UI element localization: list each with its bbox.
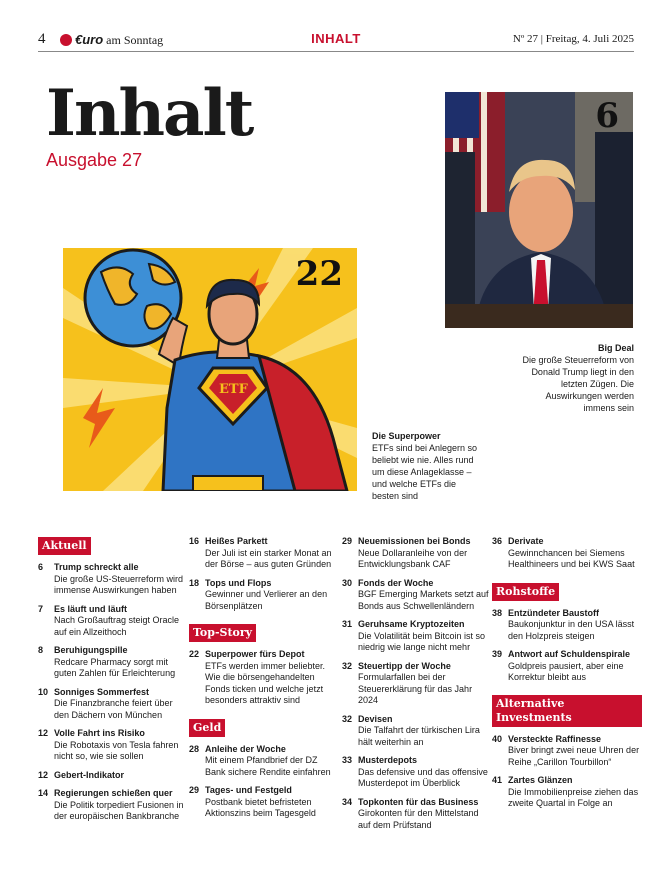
toc-title: Fonds der Woche [358, 577, 434, 588]
toc-text: Mit einem Pfandbrief der DZ Bank sichere Rendite einfahren [205, 755, 331, 777]
toc-text: Die Politik torpediert Fusionen in der europäischen Bankbranche [54, 799, 184, 821]
toc-title: Gebert-Indikator [54, 769, 125, 780]
toc-text: Die Robotaxis von Tesla fahren nicht so, wie sie sollen [54, 739, 179, 761]
issue-subtitle: Ausgabe 27 [46, 150, 143, 170]
toc-page: 8 [38, 645, 44, 655]
toc-page: 38 [492, 607, 503, 618]
toc-title: Es läuft und läuft [54, 603, 127, 614]
feature-caption-hero [372, 430, 482, 502]
toc-page: 32 [342, 713, 353, 724]
toc-entry[interactable] [342, 536, 492, 571]
toc-entry[interactable] [342, 619, 492, 654]
toc-page: 22 [189, 649, 200, 659]
toc-text: Girokonten für den Mittelstand auf dem Prüfstand [358, 808, 479, 830]
toc-page: 12 [38, 769, 49, 780]
toc-entry[interactable] [342, 755, 492, 790]
toc-page: 6 [38, 562, 44, 572]
toc-text: Neue Dollaranleihe von der Entwicklungsbank CAF [358, 547, 468, 569]
toc-title: Superpower fürs Depot [205, 649, 305, 659]
toc-page: 29 [342, 536, 353, 546]
toc-text: Goldpreis pausiert, aber eine Korrektur bleibt aus [508, 660, 624, 682]
toc-text: Der Juli ist ein starker Monat an der Börse – aus guten Gründen [205, 547, 332, 569]
toc-entry[interactable] [492, 536, 642, 571]
toc-column-1 [38, 536, 188, 830]
toc-text: Gewinner und Verlierer an den Börsenplätzen [205, 589, 328, 611]
toc-text: Redcare Pharmacy sorgt mit guten Zahlen für Erleichterung [54, 656, 176, 678]
feature-photo-trump[interactable] [445, 92, 633, 328]
toc-page: 31 [342, 619, 353, 629]
page-number: 4 [38, 31, 46, 47]
issue-info: Nº 27 | Freitag, 4. Juli 2025 [512, 33, 634, 45]
feature-caption-trump [520, 342, 634, 414]
toc-page: 40 [492, 733, 503, 744]
toc-title: Steuertipp der Woche [358, 660, 451, 671]
toc-entry[interactable] [38, 645, 188, 680]
toc-title: Tages- und Festgeld [205, 785, 292, 795]
toc-column-4 [492, 536, 642, 817]
toc-page: 33 [342, 755, 353, 765]
toc-entry[interactable] [492, 649, 642, 684]
toc-title: Sonniges Sommerfest [54, 686, 150, 697]
toc-title: Zartes Glänzen [508, 775, 573, 785]
toc-entry[interactable] [38, 687, 188, 722]
toc-page: 7 [38, 603, 44, 614]
toc-title: Derivate [508, 536, 544, 546]
toc-text: Biver bringt zwei neue Uhren der Reihe „Carillon Tourbillon“ [508, 745, 640, 767]
section-header-top-story: Top-Story [189, 624, 256, 642]
toc-title: Geruhsame Kryptozeiten [358, 619, 465, 629]
toc-page: 29 [189, 785, 200, 795]
toc-page: 36 [492, 536, 503, 546]
toc-entry[interactable] [342, 578, 492, 613]
toc-title: Beruhigungspille [54, 645, 128, 655]
toc-column-2 [189, 536, 339, 827]
toc-entry[interactable] [189, 649, 339, 707]
toc-entry[interactable] [342, 714, 492, 749]
toc-title: Anleihe der Woche [205, 743, 286, 754]
section-header-alternative-investments: Alternative Investments [492, 695, 642, 727]
toc-title: Heißes Parkett [205, 536, 268, 546]
toc-entry[interactable] [492, 608, 642, 643]
toc-title: Entzündeter Baustoff [508, 607, 599, 618]
toc-text: ETFs werden immer beliebter. Wie die börsengehandelten Fonds ticken und welche jetzt besonders attraktiv sind [205, 660, 326, 705]
section-header-aktuell: Aktuell [38, 537, 91, 555]
toc-page: 16 [189, 536, 200, 546]
toc-entry[interactable] [342, 661, 492, 707]
toc-title: Devisen [358, 713, 393, 724]
toc-text: Die Volatilität beim Bitcoin ist so niedrig wie lange nicht mehr [358, 630, 486, 652]
toc-page: 34 [342, 796, 353, 807]
toc-entry[interactable] [189, 785, 339, 820]
feature-page-number: 22 [295, 254, 343, 294]
etf-emblem-text: ETF [219, 382, 248, 397]
toc-entry[interactable] [38, 770, 188, 782]
toc-page: 32 [342, 660, 353, 671]
toc-title: Regierungen schießen quer [54, 788, 173, 798]
toc-page: 10 [38, 686, 49, 697]
toc-page: 12 [38, 728, 49, 738]
toc-page: 28 [189, 743, 200, 754]
toc-text: Die Talfahrt der türkischen Lira hält weiterhin an [358, 725, 480, 747]
caption-title: Die Superpower [372, 431, 441, 441]
logo-word: €uro [75, 32, 104, 47]
toc-text: Die Finanzbranche feiert über den Dächern von München [54, 698, 173, 720]
toc-title: Tops und Flops [205, 577, 272, 588]
section-header-geld: Geld [189, 719, 225, 737]
toc-page: 30 [342, 577, 353, 588]
toc-text: Postbank bietet befristeten Aktionszins beim Tagesgeld [205, 796, 316, 818]
page-header [38, 30, 634, 52]
toc-title: Neuemissionen bei Bonds [358, 536, 471, 546]
toc-entry[interactable] [492, 775, 642, 810]
page-title: Inhalt [46, 76, 253, 151]
toc-text: Gewinnchancen bei Siemens Healthineers und bei KWS Saat [508, 547, 635, 569]
toc-text: Die Immobilienpreise ziehen das zweite Quartal in Folge an [508, 786, 639, 808]
toc-page: 18 [189, 577, 200, 588]
toc-entry[interactable] [189, 578, 339, 613]
caption-text: ETFs sind bei Anlegern so beliebt wie nie. Alles rund um diese Anlageklasse – und welche ETFs die besten sind [372, 443, 478, 501]
toc-column-3 [342, 536, 492, 838]
toc-title: Versteckte Raffinesse [508, 733, 602, 744]
toc-entry[interactable] [342, 797, 492, 832]
toc-text: Nach Großauftrag steigt Oracle auf ein Allzeithoch [54, 615, 180, 637]
toc-title: Trump schreckt alle [54, 562, 139, 572]
section-header-rohstoffe: Rohstoffe [492, 583, 559, 601]
toc-text: Die große US-Steuerreform wird immense Auswirkungen haben [54, 573, 184, 595]
toc-text: Das defensive und das offensive Musterdepot im Überblick [358, 766, 488, 788]
toc-entry[interactable] [492, 734, 642, 769]
toc-text: BGF Emerging Markets setzt auf Bonds aus Schwellenländern [358, 589, 489, 611]
toc-title: Musterdepots [358, 755, 418, 765]
toc-entry[interactable] [189, 744, 339, 779]
toc-page: 14 [38, 788, 49, 798]
toc-text: Formularfallen bei der Steuererklärung für das Jahr 2024 [358, 672, 473, 705]
caption-title: Big Deal [597, 343, 634, 353]
toc-page: 39 [492, 649, 503, 659]
toc-text: Baukonjunktur in den USA lässt den Holzpreis steigen [508, 619, 635, 641]
toc-entry[interactable] [38, 562, 188, 597]
feature-illustration-superhero[interactable] [63, 248, 357, 491]
toc-title: Volle Fahrt ins Risiko [54, 728, 145, 738]
feature-page-number: 6 [595, 96, 619, 136]
toc-entry[interactable] [38, 604, 188, 639]
toc-entry[interactable] [38, 728, 188, 763]
toc-entry[interactable] [189, 536, 339, 571]
section-label: INHALT [311, 31, 361, 46]
toc-title: Topkonten für das Business [358, 796, 479, 807]
toc-entry[interactable] [38, 788, 188, 823]
toc-title: Antwort auf Schuldenspirale [508, 649, 631, 659]
caption-text: Die große Steuerreform von Donald Trump liegt in den letzten Zügen. Die Auswirkungen werden immens sein [522, 355, 634, 413]
toc-page: 41 [492, 775, 503, 785]
logo-suffix: am Sonntag [106, 33, 164, 47]
